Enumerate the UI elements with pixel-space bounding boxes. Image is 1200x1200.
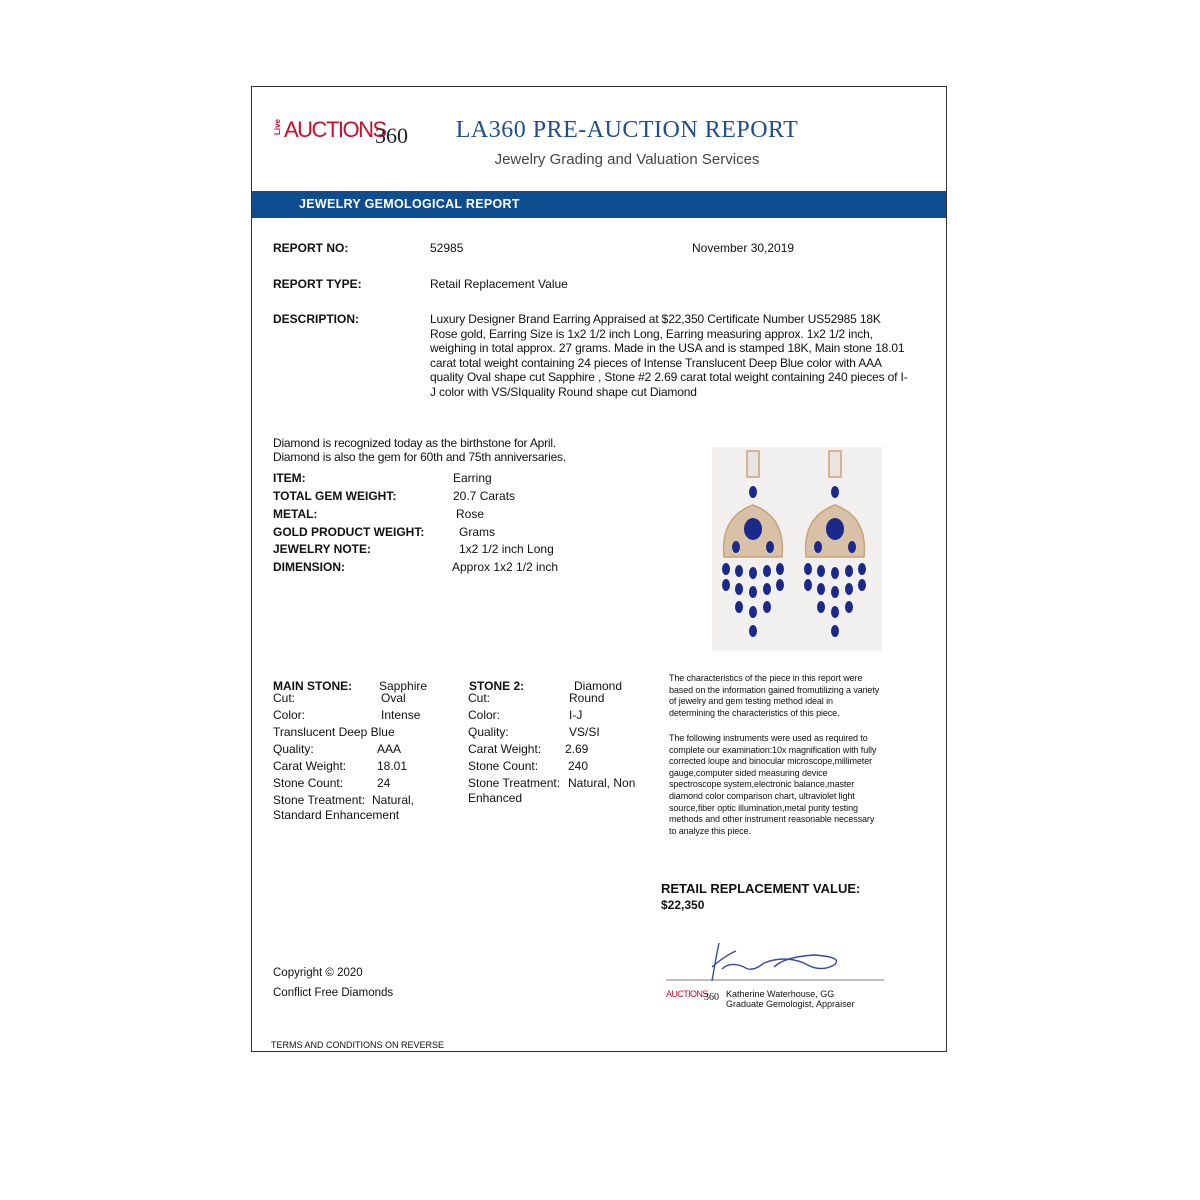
report-no-label: REPORT NO:	[273, 241, 349, 255]
dimension-value: Approx 1x2 1/2 inch	[452, 560, 559, 574]
retail-value-label: RETAIL REPLACEMENT VALUE:	[661, 881, 861, 896]
stone2-treatment-value: Natural, Non	[568, 776, 636, 790]
notes-line: source,fiber optic illumination,metal purity testing	[669, 802, 858, 813]
terms-link[interactable]: TERMS AND CONDITIONS ON REVERSE	[271, 1040, 445, 1050]
birthstone-line-2: Diamond is also the gem for 60th and 75th anniversaries.	[273, 450, 566, 464]
stone2-quality-label: Quality:	[468, 725, 509, 739]
notes-line: determining the characteristics of this piece.	[669, 707, 840, 718]
notes-line: The characteristics of the piece in this report were	[669, 673, 863, 683]
main-cut-label: Cut:	[273, 691, 296, 705]
notes-paragraph-1	[669, 673, 929, 719]
notes-paragraph-2	[669, 733, 929, 837]
stone2-carat-label: Carat Weight:	[468, 742, 542, 756]
signature-mark	[664, 937, 894, 987]
gold-weight-label: GOLD PRODUCT WEIGHT:	[273, 525, 425, 539]
report-no-value: 52985	[430, 241, 464, 255]
main-stone-label: MAIN STONE:	[273, 679, 353, 693]
report-date: November 30,2019	[692, 241, 795, 255]
product-photo	[712, 447, 882, 651]
description-text: Luxury Designer Brand Earring Appraised at $22,350 Certificate Number US52985 18K Rose gold, Earring Size is 1x2 1/2 inch Long, Earring measuring approx. 1x2 1/2 inch, weighing in total approx. 27 grams. Made in the USA and is stamped 18K, Main stone 18.01 carat total weight containing 24 pieces of Intense Translucent Deep Blue color with AAA quality Oval shape cut Sapphire , Stone #2 2.69 carat total weight containing 240 pieces of I-J color with VS/SIquality Round shape cut Diamond	[430, 312, 908, 399]
description-label: DESCRIPTION:	[273, 312, 360, 326]
main-quality-label: Quality:	[273, 742, 314, 756]
stone2-treatment-cont: Enhanced	[468, 791, 523, 805]
main-treatment-label: Stone Treatment:	[273, 793, 366, 807]
report-title: LA360 PRE-AUCTION REPORT	[455, 117, 799, 143]
main-count-value: 24	[377, 776, 391, 790]
notes-line: The following instruments were used as required to	[669, 733, 868, 743]
copyright: Copyright © 2020	[273, 967, 363, 979]
report-type-label: REPORT TYPE:	[273, 277, 362, 291]
logo-360: 360	[375, 123, 408, 148]
appraiser-name: Katherine Waterhouse, GG	[726, 989, 835, 999]
stone2-quality-value: VS/SI	[569, 725, 600, 739]
retail-value-amount: $22,350	[661, 898, 705, 912]
main-quality-value: AAA	[377, 742, 402, 756]
total-gem-weight-label: TOTAL GEM WEIGHT:	[273, 489, 397, 503]
jewelry-note-value: 1x2 1/2 inch Long	[459, 542, 554, 556]
stone2-cut-label: Cut:	[468, 691, 491, 705]
birthstone-line-1: Diamond is recognized today as the birthstone for April.	[273, 436, 556, 450]
notes-line: to analyze this piece.	[669, 825, 751, 836]
stone2-color-label: Color:	[468, 708, 501, 722]
report-document	[251, 86, 947, 1052]
conflict-free: Conflict Free Diamonds	[273, 987, 394, 999]
logo-auctions: AUCTIONS	[284, 117, 386, 142]
banner-text: JEWELRY GEMOLOGICAL REPORT	[299, 197, 520, 211]
earrings-illustration	[712, 447, 882, 651]
total-gem-weight-value: 20.7 Carats	[453, 489, 516, 503]
item-label: ITEM:	[273, 471, 306, 485]
dimension-label: DIMENSION:	[273, 560, 345, 574]
main-count-label: Stone Count:	[273, 776, 344, 790]
main-color-value: Intense	[381, 708, 421, 722]
main-stone-name: Sapphire	[379, 679, 428, 693]
notes-line: spectroscope system,electronic balance,master	[669, 779, 855, 790]
mini-logo-360: 360	[704, 992, 719, 1003]
notes-line: corrected loupe and binocular microscope,millimeter	[669, 756, 872, 767]
main-treatment-value: Natural,	[372, 793, 415, 807]
stone2-carat-value: 2.69	[565, 742, 589, 756]
report-subtitle: Jewelry Grading and Valuation Services	[494, 151, 760, 168]
stone2-treatment-label: Stone Treatment:	[468, 776, 561, 790]
item-value: Earring	[453, 471, 492, 485]
logo-live: Live	[273, 119, 282, 136]
notes-line: of jewelry and gem testing method ideal in	[669, 696, 833, 707]
appraiser-signature	[664, 937, 894, 1007]
earring-left	[722, 451, 784, 637]
notes-line: gauge,computer sided measuring device	[669, 767, 828, 778]
appraiser-title: Graduate Gemologist, Appraiser	[726, 999, 855, 1009]
main-carat-value: 18.01	[377, 759, 408, 773]
metal-label: METAL:	[273, 507, 318, 521]
notes-line: methods and other instrument reasonable necessary	[669, 814, 875, 825]
main-carat-label: Carat Weight:	[273, 759, 347, 773]
mini-logo	[666, 989, 719, 1005]
stone2-count-label: Stone Count:	[468, 759, 539, 773]
notes-line: based on the information gained fromutilizing a variety	[669, 684, 880, 695]
mini-logo-auctions: AUCTIONS	[666, 989, 708, 999]
main-color-label: Color:	[273, 708, 306, 722]
gold-weight-value: Grams	[459, 525, 495, 539]
metal-value: Rose	[456, 507, 485, 521]
main-cut-value: Oval	[381, 691, 406, 705]
report-type-value: Retail Replacement Value	[430, 277, 568, 291]
stone2-name: Diamond	[574, 679, 623, 693]
stone2-cut-value: Round	[569, 691, 605, 705]
section-banner	[252, 191, 946, 218]
notes-line: diamond color comparison chart, ultraviolet light	[669, 790, 855, 801]
main-treatment-cont: Standard Enhancement	[273, 808, 400, 822]
main-color-cont: Translucent Deep Blue	[273, 725, 395, 739]
stone2-count-value: 240	[568, 759, 589, 773]
notes-line: complete our examination:10x magnification with fully	[669, 744, 877, 755]
jewelry-note-label: JEWELRY NOTE:	[273, 542, 372, 556]
stone2-label: STONE 2:	[469, 679, 525, 693]
earring-right	[804, 451, 866, 637]
stone2-color-value: I-J	[569, 708, 583, 722]
